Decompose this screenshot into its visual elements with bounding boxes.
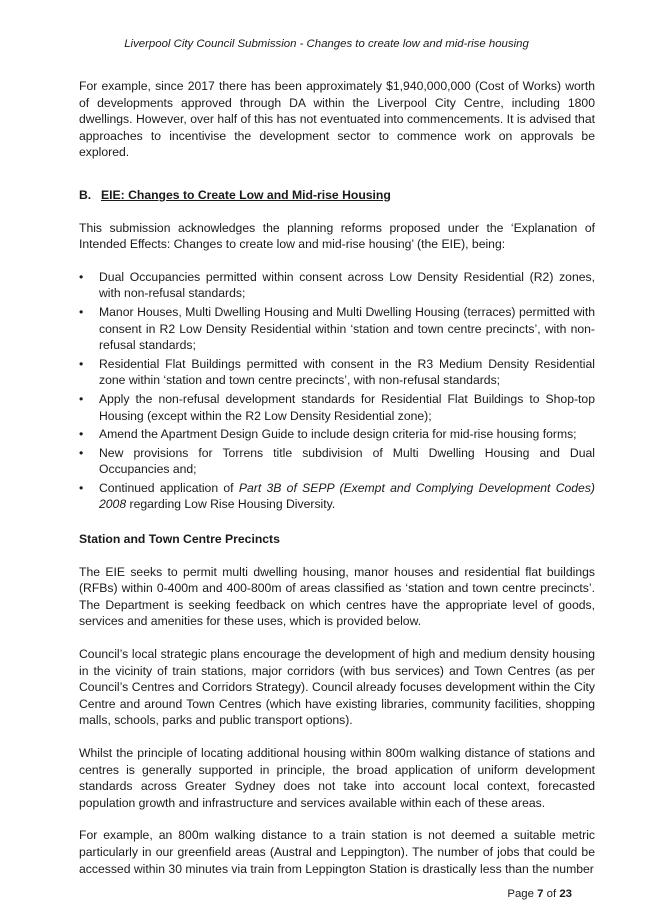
section-heading xyxy=(79,187,595,204)
bullet-icon: • xyxy=(79,356,84,371)
list-item: • Apply the non-refusal development standards for Residential Flat Buildings to Shop-top Housing (except within the R2 Low Density Residential zone); xyxy=(79,391,595,423)
page-header: Liverpool City Council Submission - Changes to create low and mid-rise housing xyxy=(124,38,529,50)
subsection-heading: Station and Town Centre Precincts xyxy=(79,532,280,547)
bullet-icon: • xyxy=(79,304,84,319)
page-number: Page 7 of 23 xyxy=(507,888,572,900)
body-paragraph: Whilst the principle of locating additional housing within 800m walking distance of stations and centres is generally supported in principle, the broad application of uniform development standards across Greater Sydney does not take into account local context, forecasted population growth and infrastructure and services available within each of these areas. xyxy=(79,746,595,810)
body-paragraph: The EIE seeks to permit multi dwelling housing, manor houses and residential flat buildings (RFBs) within 0-400m and 400-800m of areas classified as ‘station and town centre precincts’. The Department is seeking feedback on which centres have the appropriate level of goods, services and amenities for these uses, which is provided below. xyxy=(79,564,595,629)
reforms-bullet-list xyxy=(79,269,595,513)
list-item: • Continued application of Part 3B of SEPP (Exempt and Complying Development Codes) 2008 regarding Low Rise Housing Diversity. xyxy=(79,480,595,512)
sepp-reference: Part 3B of SEPP (Exempt and Complying Development Codes) 2008 xyxy=(99,480,595,512)
bullet-icon: • xyxy=(79,391,84,406)
list-item: • Amend the Apartment Design Guide to include design criteria for mid-rise housing forms; xyxy=(79,427,577,442)
intro-paragraph: For example, since 2017 there has been approximately $1,940,000,000 (Cost of Works) worth of developments approved through DA within the Liverpool City Centre, including 1800 dwellings. However, over half of this has not eventuated into commencements. It is advised that approaches to incentivise the development sector to commence work on approvals be explored. xyxy=(79,79,595,160)
document-body xyxy=(79,78,595,877)
list-item: • Manor Houses, Multi Dwelling Housing and Multi Dwelling Housing (terraces) permitted with consent in R2 Low Density Residential within ‘station and town centre precincts’, with non-refusal standards; xyxy=(79,304,595,353)
body-paragraph: For example, an 800m walking distance to a train station is not deemed a suitable metric particularly in our greenfield areas (Austral and Leppington). The number of jobs that could be accessed within 30 minutes via train from Leppington Station is drastically less than the number xyxy=(79,828,595,876)
section-title: EIE: Changes to Create Low and Mid-rise Housing xyxy=(101,187,391,202)
bullet-icon: • xyxy=(79,480,84,495)
list-item: • Dual Occupancies permitted within consent across Low Density Residential (R2) zones, with non-refusal standards; xyxy=(79,269,595,301)
bullet-icon: • xyxy=(79,427,84,442)
list-item: • Residential Flat Buildings permitted with consent in the R3 Medium Density Residential zone within ‘station and town centre precincts’, with non-refusal standards; xyxy=(79,356,595,388)
list-item: • New provisions for Torrens title subdivision of Multi Dwelling Housing and Dual Occupancies and; xyxy=(79,445,595,477)
body-paragraph: Council’s local strategic plans encourage the development of high and medium density housing in the vicinity of train stations, major corridors (with bus services) and Town Centres (as per Council’s Centres and Corridors Strategy). Council already focuses development within the City Centre and around Town Centres (which have existing libraries, community facilities, shopping malls, schools, parks and public transport options). xyxy=(79,647,595,728)
bullet-icon: • xyxy=(79,445,84,460)
section-letter: B. xyxy=(79,187,92,202)
section-lead-paragraph: This submission acknowledges the planning reforms proposed under the ‘Explanation of Intended Effects: Changes to create low and mid-rise housing’ (the EIE), being: xyxy=(79,220,595,252)
bullet-icon: • xyxy=(79,269,84,284)
